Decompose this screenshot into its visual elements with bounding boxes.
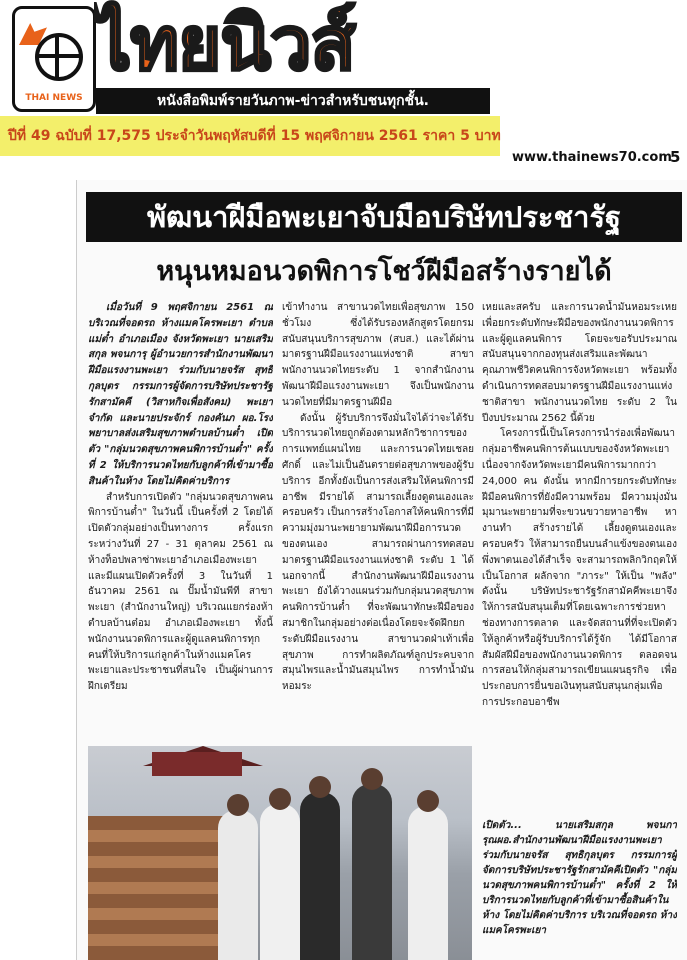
person-head xyxy=(269,788,291,810)
person-figure xyxy=(300,792,340,960)
article-column-1 xyxy=(88,300,273,740)
person-head xyxy=(417,790,439,812)
person-figure xyxy=(352,784,392,960)
issue-line: ปีที่ 49 ฉบับที่ 17,575 ประจำวันพฤหัสบดีที่ 15 พฤศจิกายน 2561 ราคา 5 บาท xyxy=(0,116,500,156)
newspaper-brand: ไทยนิวส์ xyxy=(94,1,355,87)
website-url: www.thainews70.com xyxy=(512,150,672,165)
article-paragraph: ดังนั้น ผู้รับบริการจึงมั่นใจได้ว่าจะได้รับบริการนวดไทยถูกต้องตามหลักวิชาการของการแพทย์แผนไทย และการนวดไทยเชลยศักดิ์ และไม่เป็นอันตรายต่อสุขภาพของผู้รับบริการ อีกทั้งยังเป็นการส่งเสริมให้คนพิการมีอาชีพ มีรายได้ สามารถเลี้ยงดูตนเองและครอบครัว เป็นการสร้างโอกาสให้คนพิการที่มีความมุ่งมานะพยายามพัฒนาฝีมือการนวดของตนเอง สามารถผ่านการทดสอบมาตรฐานฝีมือแรงงานแห่งชาติ ระดับ 1 ได้ นอกจากนี้ สำนักงานพัฒนาฝีมือแรงงานพะเยา ยังได้วางแผนร่วมกับกลุ่มนวดสุขภาพคนพิการบ้านต๋ำ ที่จะพัฒนาทักษะฝีมือของสมาชิกในกลุ่มอย่างต่อเนื่องโดยจะจัดฝึกยกระดับฝีมือแรงงาน สาขานวดฝ่าเท้าเพื่อสุขภาพ การทำผลิตภัณฑ์ลูกประคบจากสมุนไพรและน้ำมันสมุนไพร การทำน้ำมันหอมระ xyxy=(282,412,474,693)
thai-news-logo xyxy=(12,6,96,112)
person-figure xyxy=(408,806,448,960)
article-paragraph: สำหรับการเปิดตัว "กลุ่มนวดสุขภาพคนพิการบ้านต๋ำ" ในวันนี้ เป็นครั้งที่ 2 โดยได้เปิดตัวกลุ่มอย่างเป็นทางการ ครั้งแรก ระหว่างวันที่ 27 - 31 ตุลาคม 2561 ณ ห้างท็อปพลาซ่าพะเยาอำเภอเมืองพะเยา และมีแผนเปิดตัวครั้งที่ 3 ในวันที่ 1 ธันวาคม 2561 ณ ปั๊มน้ำมันพีที สาขาพะเยา (สำนักงานใหญ่) บริเวณแยกร่องห้า ตำบลบ้านต๋อม อำเภอเมืองพะเยา ทั้งนี้ พนักงานนวดพิการและผู้ดูแลคนพิการทุกคนที่ให้บริการแก่ลูกค้าในห้างแมคโครพะเยาและประชาชนที่สนใจ เป็นผู้ผ่านการฝึกเตรียม xyxy=(88,491,273,693)
masthead xyxy=(0,0,500,162)
article-lead: เมื่อวันที่ 9 พฤศจิกายน 2561 ณ บริเวณที่จอดรถ ห้างแมคโครพะเยา ตำบลแม่ต๋ำ อำเภอเมือง จังหวัดพะเยา นายเสริมสกุล พจนการุ ผู้อำนวยการสำนักงานพัฒนาฝีมือแรงงานพะเยา ร่วมกับนายจรัส สุทธิกุลบุตร กรรมการผู้จัดการบริษัทประชารัฐรักสามัคคี (วิสาหกิจเพื่อสังคม) พะเยา จำกัด และนายประจักร์ กองคันภ ผอ.โรงพยาบาลส่งเสริมสุขภาพตำบลบ้านต๋ำ เปิดตัว "กลุ่มนวดสุขภาพคนพิการบ้านต๋ำ" ครั้งที่ 2 ให้บริการนวดไทยกับลูกค้าที่เข้ามาซื้อสินค้าในห้าง โดยไม่คิดค่าบริการ xyxy=(88,302,273,487)
person-head xyxy=(361,768,383,790)
article-column-2 xyxy=(282,300,474,740)
article-paragraph: เข้าทำงาน สาขานวดไทยเพื่อสุขภาพ 150 ชั่วโมง ซึ่งได้รับรองหลักสูตรโดยกรมสนับสนุนบริการสุขภาพ (สบส.) และได้ผ่านมาตรฐานฝีมือแรงงานแห่งชาติ สาขาพนักงานนวดไทยระดับ 1 จากสำนักงานพัฒนาฝีมือแรงงานพะเยา จึงเป็นพนักงานนวดไทยที่มีมาตรฐานฝีมือ xyxy=(282,302,474,408)
person-figure xyxy=(260,804,300,960)
article-paragraph: โครงการนี้เป็นโครงการนำร่องเพื่อพัฒนากลุ่มอาชีพคนพิการต้นแบบของจังหวัดพะเยา เนื่องจากจังหวัดพะเยามีคนพิการมากกว่า 24,000 คน ดังนั้น หากมีการยกระดับทักษะฝีมือคนพิการที่ยังมีความพร้อม มีความมุ่งมั่น มุมานะพยายามที่จะขวนขวายหาอาชีพ หางานทำ สร้างรายได้ เลี้ยงดูตนเองและครอบครัว ให้สามารถยืนบนลำแข้งของตนเอง พึ่งพาตนเองได้สำเร็จ จะสามารถพลิกวิกฤตให้เป็นโอกาส ผลักจาก "ภาระ" ให้เป็น "พลัง" ดังนั้น บริษัทประชารัฐรักสามัคคีพะเยาจึงให้การสนับสนุนเต็มที่โดยเฉพาะการช่วยหาช่องทางการตลาด และจัดสถานที่ที่จะเปิดตัวให้ลูกค้าหรือผู้รับบริการได้รู้จัก ได้มีโอกาสสัมผัสฝีมือของพนักงานนวดพิการ ตลอดจนการสอนให้กลุ่มสามารถเขียนแผนธุรกิจ เพื่อประกอบการยื่นขอเงินทุนสนับสนุนกลุ่มเพื่อการประกอบอาชีพ xyxy=(482,428,677,708)
person-head xyxy=(227,794,249,816)
globe-icon xyxy=(35,33,83,81)
tagline: หนังสือพิมพ์รายวันภาพ-ข่าวสำหรับชนทุกชั้น. xyxy=(96,88,490,114)
article-paragraph: เหยและสครับ และการนวดน้ำมันหอมระเหย เพื่อยกระดับทักษะฝีมือของพนักงานนวดพิการและผู้ดูแลคนพิการ โดยจะขอรับประมาณสนับสนุนจากกองทุนส่งเสริมและพัฒนาคุณภาพชีวิตคนพิการจังหวัดพะเยา พร้อมทั้งดำเนินการทดสอบมาตรฐานฝีมือแรงงานแห่งชาติสาขา พนักงานนวดไทย ระดับ 2 ในปีงบประมาณ 2562 นี้ด้วย xyxy=(482,302,677,424)
person-head xyxy=(309,776,331,798)
headline-secondary: หนุนหมอนวดพิการโชว์ฝีมือสร้างรายได้ xyxy=(156,256,612,287)
logo-text: THAI NEWS xyxy=(25,93,83,103)
news-photo xyxy=(88,746,472,960)
store-banner xyxy=(152,752,242,776)
headline-primary: พัฒนาฝีมือพะเยาจับมือบริษัทประชารัฐ xyxy=(86,192,682,242)
photo-caption: เปิดตัว... นายเสริมสกุล พจนการุณผอ.สำนักงานพัฒนาฝีมือแรงงานพะเยา ร่วมกับนายจรัส สุทธิกุลบุตร กรรมการผู้จัดการบริษัทประชารัฐรักสามัคคีเปิดตัว "กลุ่มนวดสุขภาพคนพิการบ้านต๋ำ" ครั้งที่ 2 ให้บริการนวดไทยกับลูกค้าที่เข้ามาซื้อสินค้าในห้าง โดยไม่คิดค่าบริการ บริเวณที่จอดรถ ห้างแมคโครพะเยา xyxy=(482,820,677,936)
page-number: 5 xyxy=(670,148,681,166)
massage-beds xyxy=(88,816,238,960)
person-figure xyxy=(218,810,258,960)
article-column-3 xyxy=(482,300,677,810)
